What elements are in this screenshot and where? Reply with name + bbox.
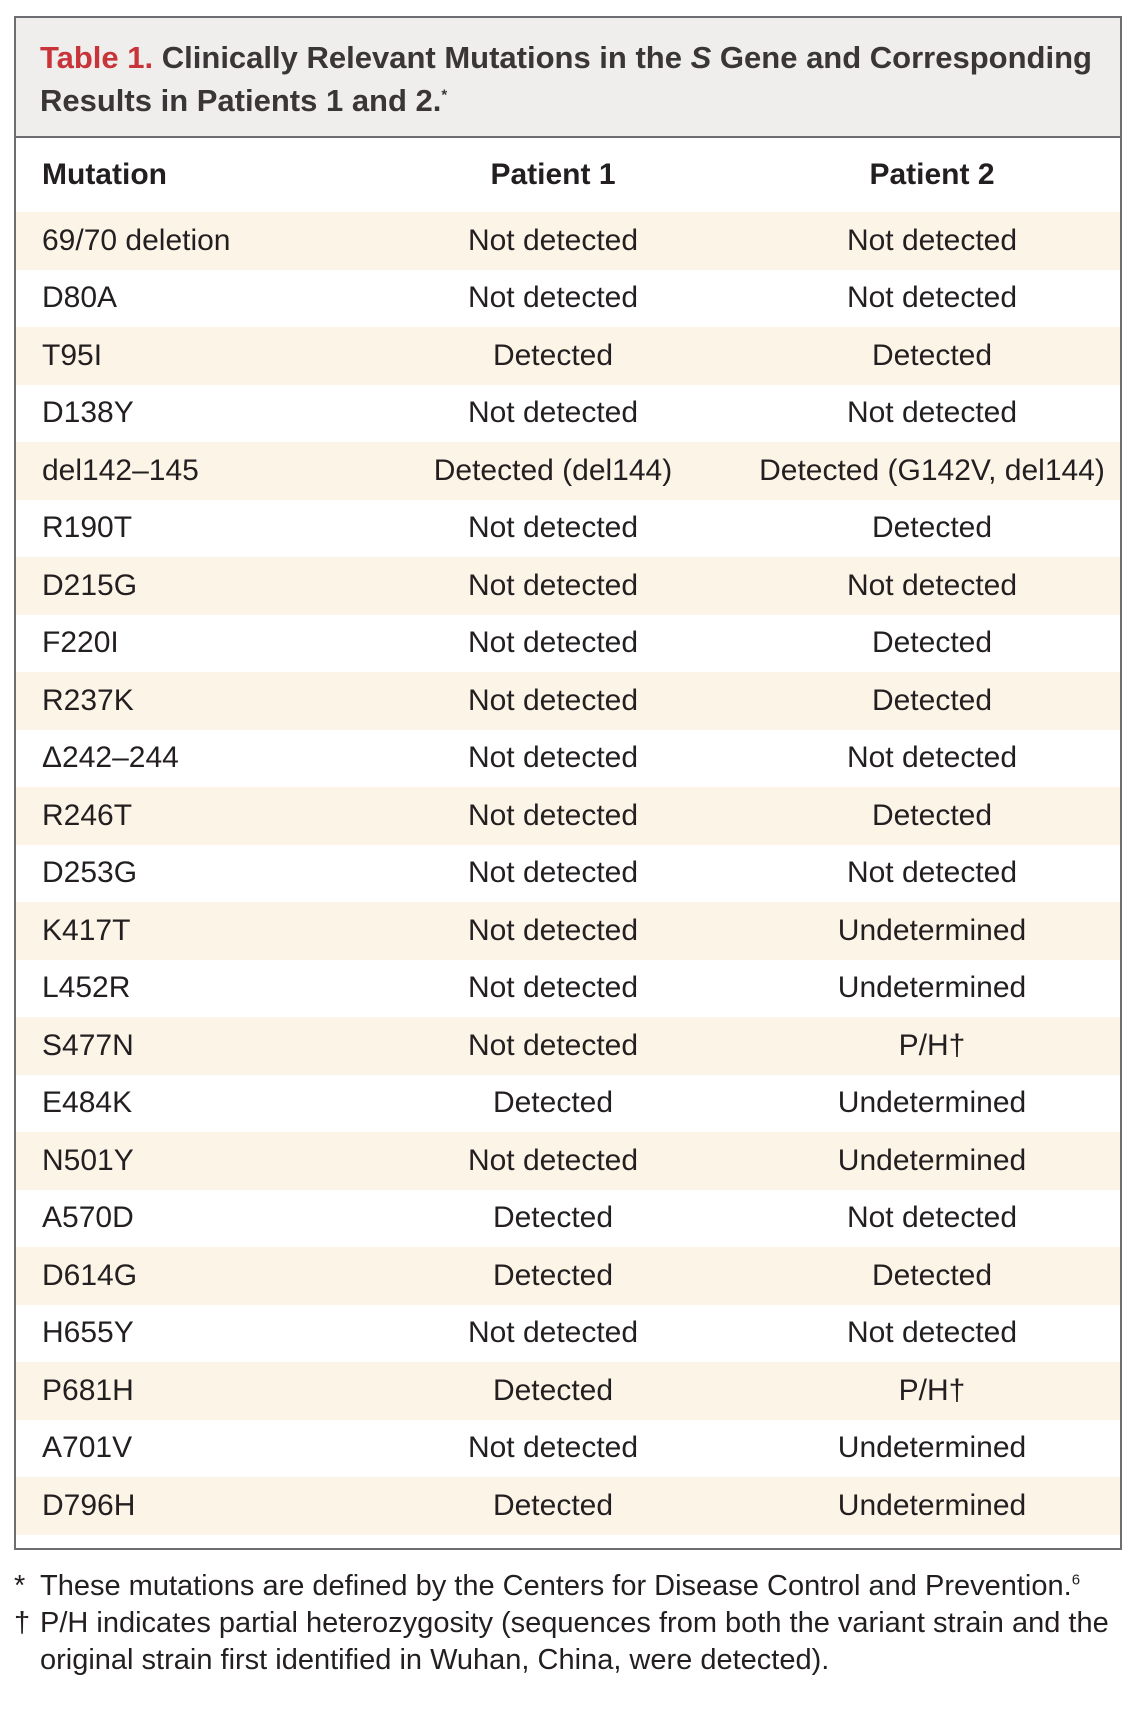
mutation-cell: R237K xyxy=(16,672,362,730)
table-row xyxy=(16,1362,1120,1420)
patient-2-cell: Detected xyxy=(871,626,993,660)
mutation-cell: D253G xyxy=(42,856,138,890)
table-row xyxy=(16,270,1120,328)
patient-1-cell: Not detected xyxy=(467,741,639,775)
table-row xyxy=(16,615,1120,673)
patient-2-cell: Detected xyxy=(744,1247,1120,1305)
patient-2-cell: Detected xyxy=(744,327,1120,385)
patient-1-cell: Not detected xyxy=(467,1316,639,1350)
title-text-part2: Gene and Corresponding Results in Patients 1 and 2. xyxy=(40,40,1092,118)
table-row xyxy=(16,1190,1120,1248)
mutation-cell: E484K xyxy=(42,1086,133,1120)
patient-2-cell: P/H† xyxy=(744,1362,1120,1420)
patient-1-cell: Not detected xyxy=(467,281,639,315)
patient-1-cell: Detected (del144) xyxy=(362,442,744,500)
header-patient-1: Patient 1 xyxy=(490,158,616,191)
table-number: Table 1. xyxy=(40,40,154,75)
footnote-symbol: * xyxy=(14,1570,26,1602)
table-row xyxy=(16,1305,1120,1363)
table-row xyxy=(16,787,1120,845)
table-body xyxy=(16,212,1120,1535)
patient-2-cell: Undetermined xyxy=(837,971,1027,1005)
patient-2-cell: Not detected xyxy=(846,741,1018,775)
patient-2-cell: Not detected xyxy=(846,396,1018,430)
patient-1-cell: Not detected xyxy=(362,1132,744,1190)
patient-2-cell: Not detected xyxy=(846,856,1018,890)
mutation-cell: R246T xyxy=(16,787,362,845)
patient-2-cell: Detected (G142V, del144) xyxy=(744,442,1120,500)
mutation-cell: D796H xyxy=(16,1477,362,1535)
header-patient-2: Patient 2 xyxy=(869,158,995,191)
patient-1-cell: Not detected xyxy=(362,787,744,845)
patient-2-cell: Not detected xyxy=(846,1201,1018,1235)
footnote-asterisk xyxy=(14,1568,1124,1605)
title-gene-symbol: S xyxy=(690,40,712,75)
patient-2-cell: Detected xyxy=(744,672,1120,730)
footnote-text: P/H indicates partial heterozygosity (sequences from both the variant strain and the original strain first identified in Wuhan, China, were detected). xyxy=(40,1607,1109,1676)
mutation-cell: F220I xyxy=(42,626,119,660)
patient-1-cell: Not detected xyxy=(467,396,639,430)
patient-1-cell: Not detected xyxy=(467,971,639,1005)
table-row xyxy=(16,672,1120,730)
header-mutation: Mutation xyxy=(42,158,167,191)
mutation-cell: L452R xyxy=(42,971,131,1005)
patient-2-cell: Not detected xyxy=(744,557,1120,615)
footnote-symbol: † xyxy=(14,1607,31,1639)
patient-1-cell: Not detected xyxy=(467,626,639,660)
patient-1-cell: Not detected xyxy=(467,856,639,890)
table-row xyxy=(16,1420,1120,1478)
patient-1-cell: Not detected xyxy=(362,1017,744,1075)
mutation-cell: A701V xyxy=(42,1431,133,1465)
table-row xyxy=(16,730,1120,788)
patient-1-cell: Not detected xyxy=(362,557,744,615)
patient-2-cell: Not detected xyxy=(846,1316,1018,1350)
mutation-cell: D614G xyxy=(16,1247,362,1305)
patient-1-cell: Detected xyxy=(362,1362,744,1420)
patient-2-cell: Not detected xyxy=(744,212,1120,270)
mutation-cell: A570D xyxy=(42,1201,134,1235)
mutation-cell: R190T xyxy=(42,511,133,545)
mutation-cell: T95I xyxy=(16,327,362,385)
mutation-table xyxy=(14,16,1122,1550)
patient-2-cell: Undetermined xyxy=(744,1132,1120,1190)
table-row xyxy=(16,1017,1120,1075)
patient-2-cell: Undetermined xyxy=(837,1086,1027,1120)
table-row xyxy=(16,385,1120,443)
mutation-cell: D80A xyxy=(42,281,118,315)
mutation-cell: P681H xyxy=(16,1362,362,1420)
table-row xyxy=(16,1075,1120,1133)
table-row xyxy=(16,1247,1120,1305)
mutation-cell: Δ242–244 xyxy=(42,741,179,775)
footnote-reference: 6 xyxy=(1071,1571,1081,1589)
title-text-part1: Clinically Relevant Mutations in the xyxy=(161,40,682,75)
table-row xyxy=(16,1132,1120,1190)
table-row xyxy=(16,327,1120,385)
patient-1-cell: Detected xyxy=(492,1086,614,1120)
patient-2-cell: Detected xyxy=(871,511,993,545)
patient-1-cell: Not detected xyxy=(362,212,744,270)
patient-1-cell: Detected xyxy=(492,1201,614,1235)
table-row xyxy=(16,902,1120,960)
patient-1-cell: Detected xyxy=(362,327,744,385)
table-title xyxy=(16,18,1120,138)
footnotes xyxy=(14,1568,1124,1679)
header-row xyxy=(16,138,1120,212)
footnote-dagger xyxy=(14,1605,1124,1679)
footnote-text: These mutations are defined by the Centers for Disease Control and Prevention. xyxy=(40,1570,1072,1602)
patient-1-cell: Not detected xyxy=(362,672,744,730)
mutation-cell: del142–145 xyxy=(16,442,362,500)
table-row xyxy=(16,500,1120,558)
table-row xyxy=(16,442,1120,500)
table-row xyxy=(16,845,1120,903)
patient-1-cell: Detected xyxy=(362,1247,744,1305)
mutation-cell: D138Y xyxy=(42,396,134,430)
patient-2-cell: Undetermined xyxy=(837,1431,1027,1465)
patient-1-cell: Not detected xyxy=(467,511,639,545)
patient-2-cell: P/H† xyxy=(744,1017,1120,1075)
patient-1-cell: Not detected xyxy=(467,1431,639,1465)
patient-2-cell: Undetermined xyxy=(744,1477,1120,1535)
patient-2-cell: Undetermined xyxy=(744,902,1120,960)
table-row xyxy=(16,212,1120,270)
mutation-cell: K417T xyxy=(16,902,362,960)
title-footnote-marker: * xyxy=(441,86,448,104)
patient-2-cell: Not detected xyxy=(846,281,1018,315)
table-row xyxy=(16,960,1120,1018)
patient-2-cell: Detected xyxy=(744,787,1120,845)
table-row xyxy=(16,557,1120,615)
mutation-cell: N501Y xyxy=(16,1132,362,1190)
mutation-cell: D215G xyxy=(16,557,362,615)
table-row xyxy=(16,1477,1120,1535)
mutation-cell: H655Y xyxy=(42,1316,134,1350)
mutation-cell: 69/70 deletion xyxy=(16,212,362,270)
mutation-cell: S477N xyxy=(16,1017,362,1075)
patient-1-cell: Detected xyxy=(362,1477,744,1535)
patient-1-cell: Not detected xyxy=(362,902,744,960)
data-table xyxy=(16,138,1120,1535)
